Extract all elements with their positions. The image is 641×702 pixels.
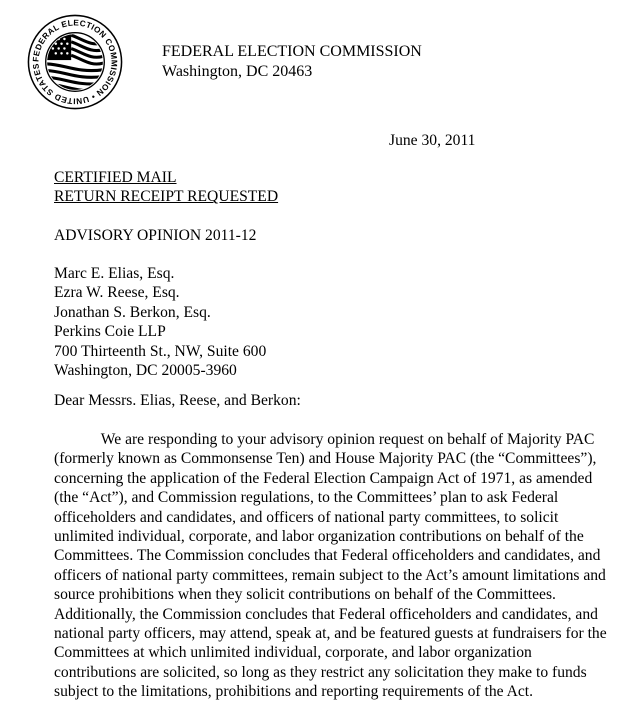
- body-line: national party officers, may attend, speak at, and be featured guests at fundraisers for the: [54, 625, 607, 643]
- address-line: 700 Thirteenth St., NW, Suite 600: [54, 342, 267, 360]
- body-line: (the “Act”), and Commission regulations, to the Committees’ plan to ask Federal: [54, 489, 559, 507]
- body-line: subject to the limitations, prohibitions and reporting requirements of the Act.: [54, 683, 533, 701]
- body-line: Additionally, the Commission concludes that Federal officeholders and candidates, and: [54, 605, 598, 623]
- seal-text: FEDERAL ELECTION COMMISSION • UNITED STATES: [31, 18, 119, 106]
- body-line: Committees. The Commission concludes that Federal officeholders and candidates, and: [54, 547, 601, 565]
- body-line: officeholders and candidates, and officers of national party committees, to solicit: [54, 508, 559, 526]
- address-line: Washington, DC 20005-3960: [54, 362, 237, 380]
- fec-seal-logo: [27, 14, 123, 110]
- address-line: Perkins Coie LLP: [54, 323, 166, 341]
- body-line: (formerly known as Commonsense Ten) and House Majority PAC (the “Committees”),: [54, 450, 597, 468]
- body-line: officers of national party committees, remain subject to the Act’s amount limitations and: [54, 566, 606, 584]
- salutation: Dear Messrs. Elias, Reese, and Berkon:: [54, 392, 301, 409]
- address-line: Ezra W. Reese, Esq.: [54, 284, 180, 302]
- body-line: We are responding to your advisory opinion request on behalf of Majority PAC: [54, 431, 595, 448]
- recipient-address: [54, 264, 266, 380]
- body-line: concerning the application of the Federal Election Campaign Act of 1971, as amended: [54, 469, 593, 487]
- body-line: source prohibitions when they solicit contributions on behalf of the Committees.: [54, 586, 556, 604]
- address-line: Jonathan S. Berkon, Esq.: [54, 303, 211, 321]
- agency-city: Washington, DC 20463: [162, 63, 313, 80]
- body-line: contributions are solicited, so long as they restrict any solicitation they make to funds: [54, 663, 587, 681]
- mailing-notice: [54, 168, 278, 207]
- agency-name: FEDERAL ELECTION COMMISSION: [162, 43, 422, 60]
- letterhead: [162, 42, 422, 82]
- letter-date: June 30, 2011: [389, 132, 476, 149]
- certified-mail-label: CERTIFIED MAIL: [54, 169, 177, 186]
- return-receipt-label: RETURN RECEIPT REQUESTED: [54, 188, 279, 206]
- opinion-title: ADVISORY OPINION 2011-12: [54, 227, 257, 244]
- body-line: Committees at which unlimited individual, corporate, and labor organization: [54, 644, 532, 662]
- body-line: unlimited individual, corporate, and labor organization contributions on behalf of the: [54, 528, 584, 546]
- address-line: Marc E. Elias, Esq.: [54, 265, 175, 282]
- body-paragraph: [54, 430, 629, 702]
